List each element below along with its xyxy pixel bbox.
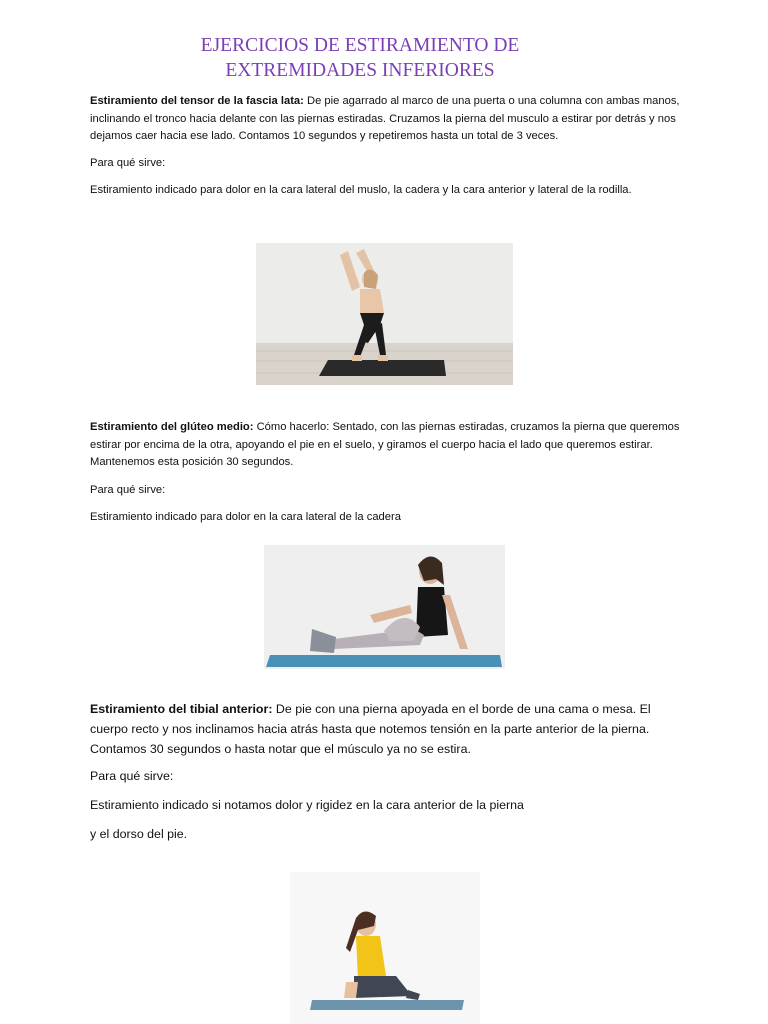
exercise-1-photo bbox=[256, 243, 513, 385]
exercise-2-text: Cómo hacerlo: Sentado, con las piernas estiradas, cruzamos la pierna que queremos estirar por encima de la otra, apoyando el pie en el suelo, y giramos el cuerpo hacia el lado que queremos estirar. Mantenemos esta posición 30 segundos. bbox=[90, 421, 680, 468]
exercise-3-heading: Estiramiento del tibial anterior: bbox=[90, 702, 273, 716]
exercise-1-heading: Estiramiento del tensor de la fascia lata: bbox=[90, 95, 304, 107]
exercise-3-text: De pie con una pierna apoyada en el borde de una cama o mesa. El cuerpo recto y nos inclinamos hacia atrás hasta que notemos tensión en la parte anterior de la pierna. Contamos 30 segundos o hasta notar que el músculo ya no se estira. bbox=[90, 702, 651, 756]
exercise-2-purpose: Estiramiento indicado para dolor en la cara lateral de la cadera bbox=[90, 511, 401, 523]
exercise-2-purpose-label: Para qué sirve: bbox=[90, 484, 166, 496]
exercise-1-purpose: Estiramiento indicado para dolor en la cara lateral del muslo, la cadera y la cara anterior y lateral de la rodilla. bbox=[90, 184, 632, 196]
exercise-2-description bbox=[90, 419, 680, 472]
exercise-1-purpose-label: Para qué sirve: bbox=[90, 157, 166, 169]
exercise-2-heading: Estiramiento del glúteo medio: bbox=[90, 421, 254, 433]
document-title bbox=[100, 33, 620, 83]
title-line-1: EJERCICIOS DE ESTIRAMIENTO DE bbox=[200, 35, 520, 56]
exercise-2-photo bbox=[264, 545, 505, 669]
exercise-1-description bbox=[90, 93, 680, 146]
exercise-1-text: De pie agarrado al marco de una puerta o una columna con ambas manos, inclinando el tronco hacia delante con las piernas estiradas. Cruzamos la pierna del musculo a estirar por detrás y nos dejamos caer hacia ese lado. Contamos 10 segundos y repetiremos hasta un total de 3 veces. bbox=[90, 95, 680, 142]
exercise-3-purpose-label: Para qué sirve: bbox=[90, 769, 174, 783]
exercise-3-description bbox=[90, 699, 680, 759]
exercise-3-purpose-continued: y el dorso del pie. bbox=[90, 827, 188, 841]
exercise-3-purpose: Estiramiento indicado si notamos dolor y rigidez en la cara anterior de la pierna bbox=[90, 798, 524, 812]
exercise-3-photo bbox=[290, 872, 480, 1024]
title-line-2: EXTREMIDADES INFERIORES bbox=[225, 60, 495, 81]
